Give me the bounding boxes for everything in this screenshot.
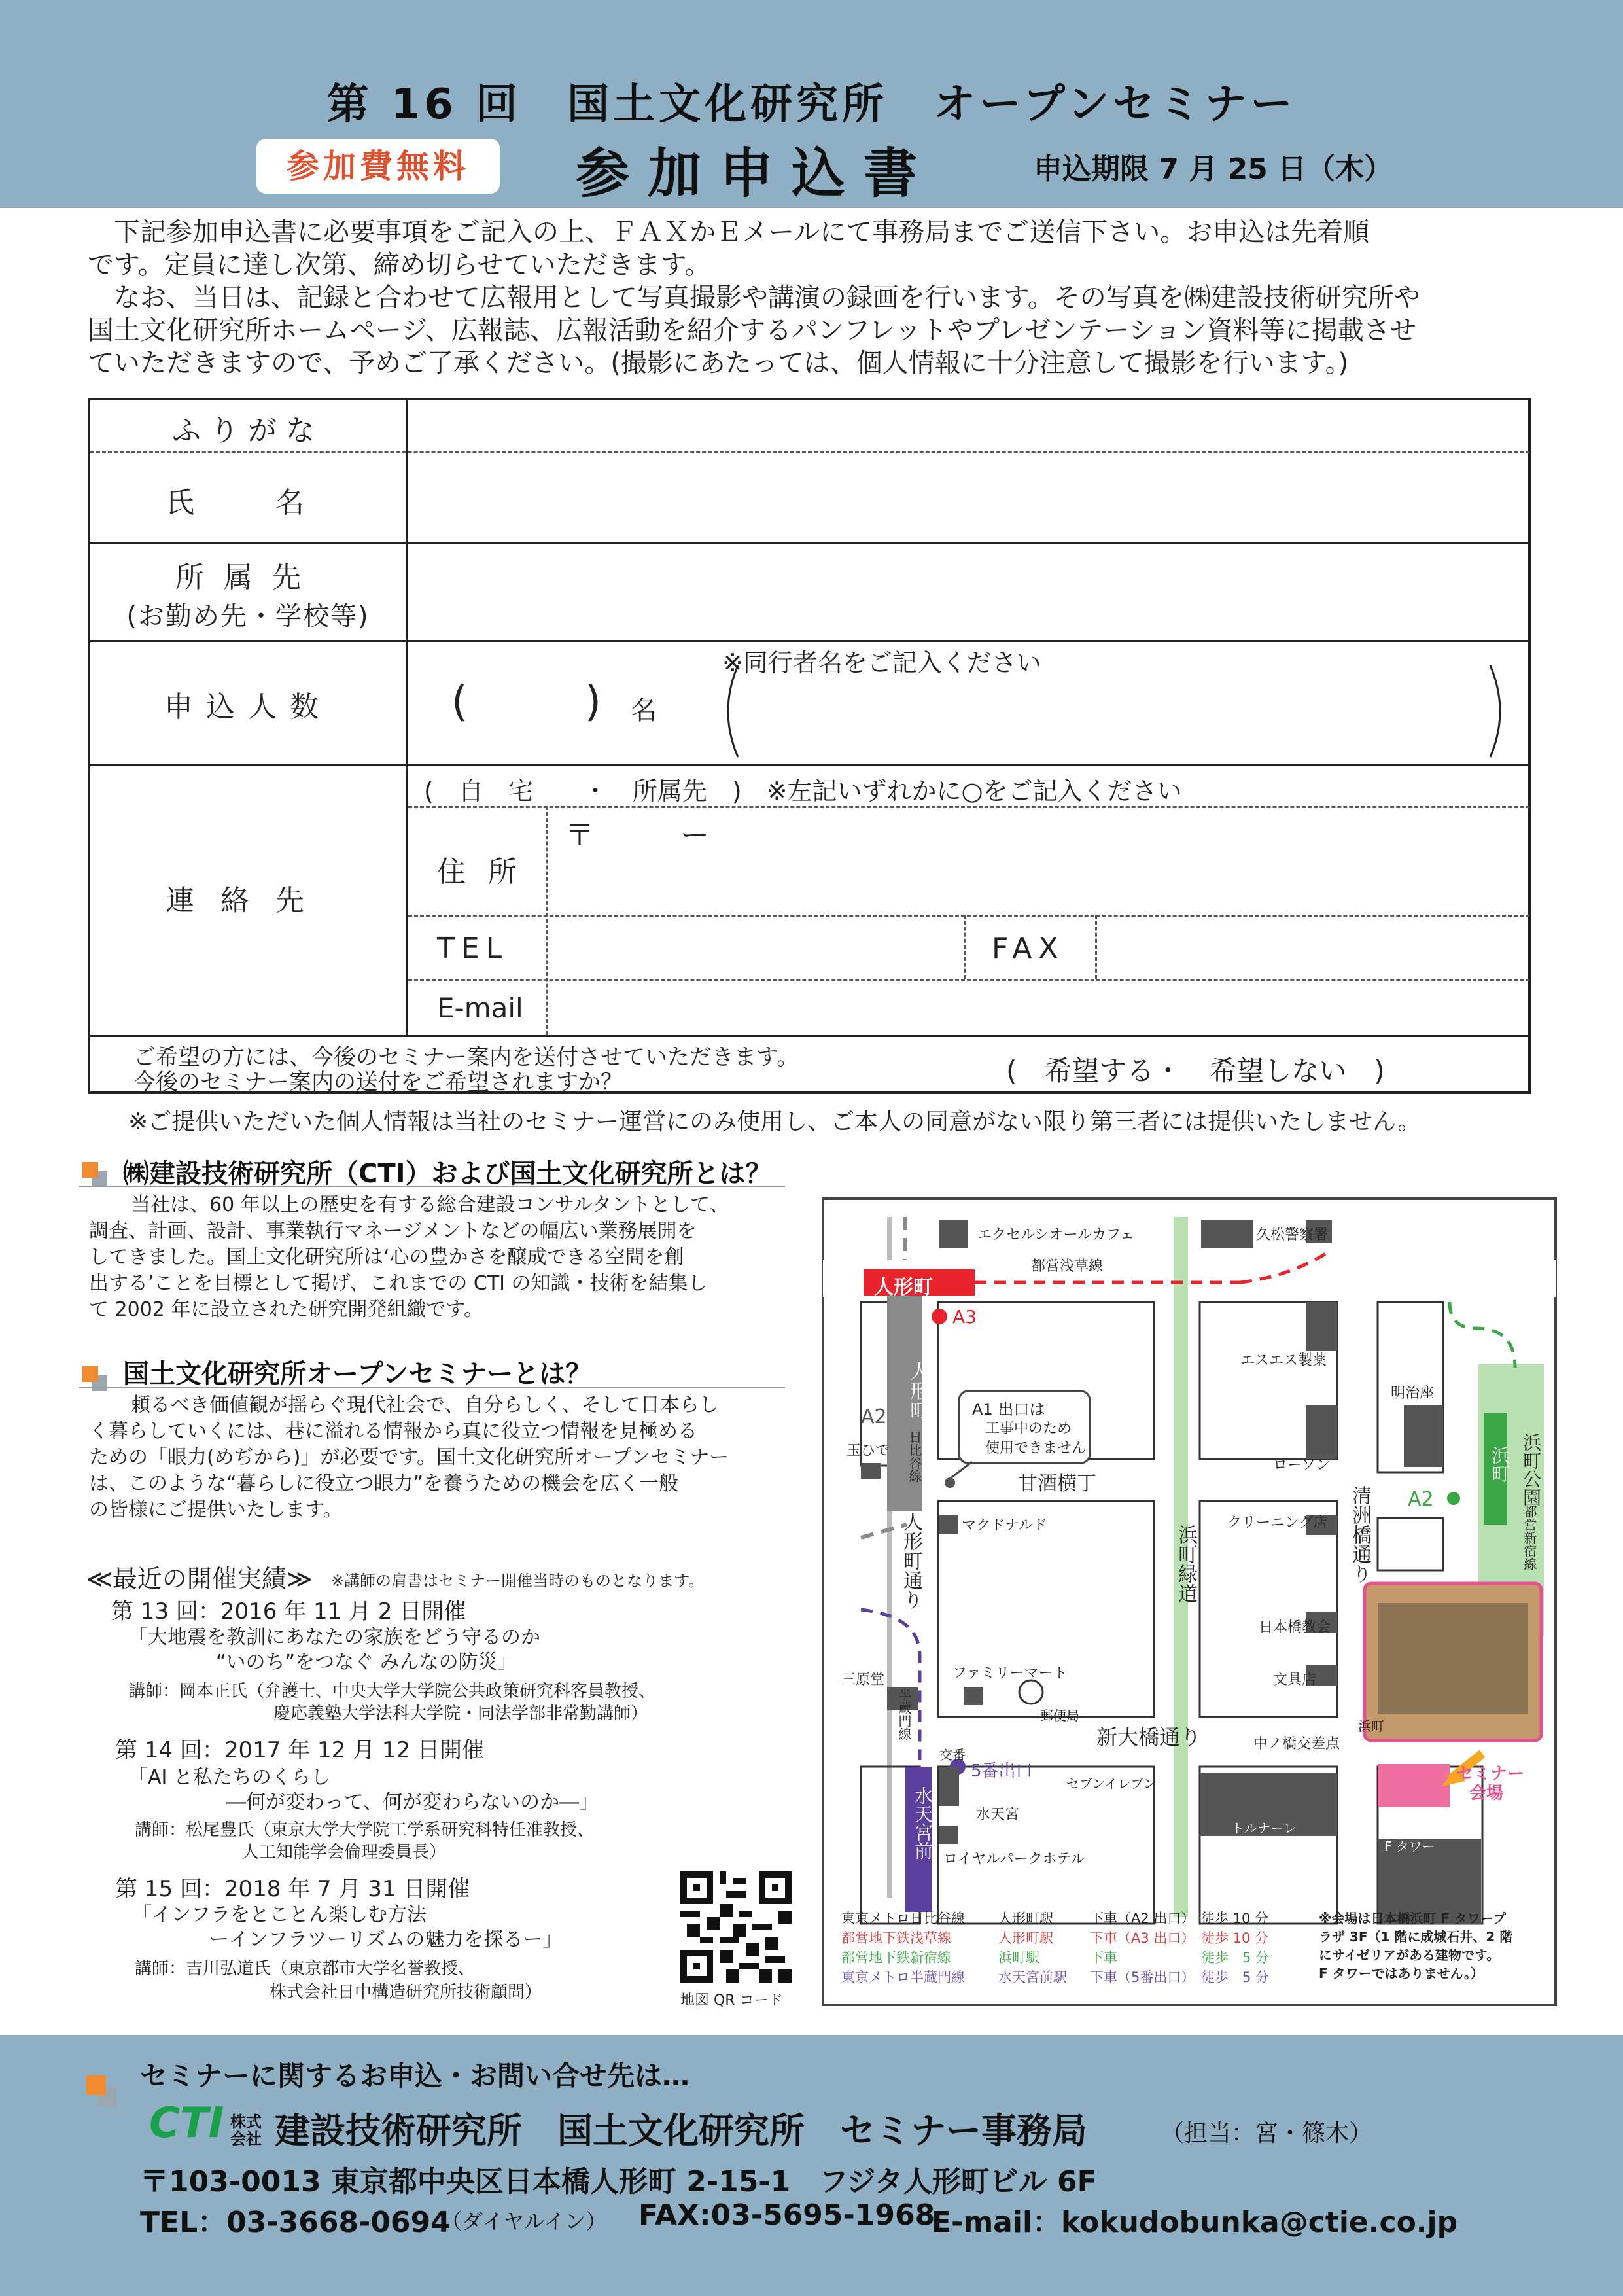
- event-14-title-1: 「AI と私たちのくらし: [128, 1766, 330, 1789]
- recent-note: ※講師の肩書はセミナー開催当時のものとなります。: [331, 1572, 705, 1590]
- cti-logo: CTI: [149, 2099, 224, 2147]
- map-tornare-2: 日本橋浜町: [1225, 1836, 1290, 1852]
- about-heading-2: 国土文化研究所オープンセミナーとは？: [123, 1359, 592, 1389]
- event-15-title-1: 「インフラをとことん楽しむ方法: [132, 1903, 427, 1926]
- event-14-date: 第 14 回：2017 年 12 月 12 日開催: [115, 1737, 484, 1763]
- about-p2-line-2: く暮らしていくには、巷に溢れる情報から真に役立つ情報を見極める: [89, 1420, 697, 1443]
- about-p2-line-1: 頼るべき価値観が揺らぐ現代社会で、自分らしく、そして日本らし: [131, 1394, 719, 1417]
- map-hibiya: 日比谷線: [907, 1430, 922, 1483]
- address-field[interactable]: [555, 852, 1523, 911]
- map-shinjuku-line: 都営新宿線: [1522, 1505, 1537, 1570]
- fax-label: FAX: [992, 932, 1065, 965]
- access-map: [822, 1197, 1557, 2006]
- about-p1-line-4: 出する’ことを目標として掲げ、これまでの CTI の知識・技術を結集し: [89, 1272, 708, 1295]
- map-sanharado: 三原堂: [841, 1672, 885, 1688]
- qr-caption: 地図 QR コード: [680, 1992, 783, 2009]
- map-a1-note-1: A1 出口は: [972, 1400, 1045, 1419]
- about-p1-line-2: 調査、計画、設計、事業執行マネージメントなどの幅広い業務展開を: [89, 1220, 697, 1243]
- about-p1-line-1: 当社は、60 年以上の歴史を有する総合建設コンサルタントとして、: [131, 1193, 729, 1216]
- fax-field[interactable]: [1104, 919, 1523, 976]
- event-15-date: 第 15 回：2018 年 7 月 31 日開催: [115, 1876, 470, 1902]
- venue-note-1: ※会場は日本橋浜町 F タワープ: [1319, 1911, 1507, 1926]
- about-p2-line-3: ための「眼力(めぢから)」が必要です。国土文化研究所オープンセミナー: [89, 1446, 729, 1469]
- companion-field[interactable]: [744, 669, 1490, 754]
- furigana-label: ふりがな: [172, 414, 324, 448]
- map-family: ファミリーマート: [952, 1665, 1068, 1682]
- count-open-paren: (: [451, 678, 468, 726]
- map-qr-code[interactable]: [680, 1871, 792, 1983]
- event-13-speaker-1: 講師：岡本正氏（弁護士、中央大学大学院公共政策研究科客員教授、: [128, 1682, 656, 1701]
- footer-tel: TEL：03-3668-0694: [140, 2206, 451, 2239]
- map-ningyocho-vertical: 人形町: [906, 1361, 929, 1420]
- intro-line-2: です。定員に達し次第、締め切らせていただきます。: [88, 250, 711, 280]
- map-ningyocho-dori: 人形町通り: [899, 1511, 922, 1610]
- access-row-1: 東京メトロ日比谷線 人形町駅 下車（A2 出口） 徒歩 10 分: [841, 1911, 1269, 1926]
- affiliation-note: (お勤め先・学校等): [126, 601, 370, 631]
- map-sss: エスエス製薬: [1240, 1352, 1327, 1369]
- access-row-4: 東京メトロ半蔵門線 水天宮前駅 下車（5番出口） 徒歩 5 分: [841, 1969, 1270, 1985]
- email-label: E-mail: [437, 992, 523, 1024]
- newsletter-question-2: 今後のセミナー案内の送付をご希望されますか？: [133, 1069, 623, 1095]
- map-cleaning: クリーニング店: [1227, 1515, 1328, 1531]
- map-hamacho-ryokudo: 浜町緑道: [1174, 1525, 1197, 1603]
- privacy-note: ※ご提供いただいた個人情報は当社のセミナー運営にのみ使用し、ご本人の同意がない限り第三者には提供いたしません。: [128, 1108, 1422, 1135]
- map-excel: エクセルシオールカフェ: [977, 1227, 1134, 1243]
- seminar-title: 第 16 回 国土文化研究所 オープンセミナー: [326, 80, 1297, 129]
- event-13-title-2: “いのち”をつなぐ みんなの防災」: [216, 1651, 517, 1674]
- map-lawson: ローソン: [1273, 1457, 1331, 1474]
- event-14-speaker-2: 人工知能学会倫理委員長）: [242, 1843, 447, 1862]
- contact-choice: ( 自 宅 ・ 所属先 ) ※左記いずれかに○をご記入ください: [424, 777, 1182, 805]
- event-15-speaker-2: 株式会社日中構造研究所技術顧問）: [270, 1983, 542, 2002]
- name-label: 氏 名: [166, 486, 330, 520]
- map-tornare-1: トルナーレ: [1231, 1820, 1297, 1836]
- heading-marker-2b: [82, 1366, 98, 1382]
- deadline: 申込期限 7 月 25 日（木）: [1034, 152, 1393, 186]
- intro-line-5: ていただきますので、予めご了承ください。(撮影にあたっては、個人情報に十分注意して撮影を行います。): [88, 348, 1349, 378]
- count-label: 申込人数: [164, 690, 332, 724]
- about-p2-line-4: は、このような“暮らしに役立つ眼力”を養うための機会を広く一般: [89, 1472, 679, 1495]
- map-a3: A3: [952, 1306, 977, 1328]
- map-kumatsu: 久松警察署: [1256, 1227, 1329, 1243]
- intro-line-4: 国土文化研究所ホームページ、広報誌、広報活動を紹介するパンフレットやプレゼンテーション資料等に掲載させ: [88, 315, 1416, 345]
- recent-heading: ≪最近の開催実績≫: [86, 1564, 313, 1593]
- address-label: 住 所: [437, 855, 523, 889]
- about-p1-line-3: してきました。国土文化研究所は‘心の豊かさを醸成できる空間を創: [89, 1246, 684, 1269]
- map-seven: セブンイレブン: [1066, 1776, 1157, 1792]
- count-field[interactable]: [476, 675, 581, 728]
- map-hanzomon: 半蔵門線: [896, 1688, 912, 1740]
- map-post: 郵便局: [1040, 1708, 1079, 1723]
- event-15-title-2: ーインフラツーリズムの魅力を探るー」: [209, 1928, 563, 1951]
- event-13-title-1: 「大地震を教訓にあなたの家族をどう守るのか: [128, 1626, 540, 1649]
- map-hamacho-station: 浜町: [1489, 1446, 1510, 1483]
- furigana-field[interactable]: [417, 400, 1523, 450]
- map-nakanohashi-2: 中ノ橋交差点: [1253, 1736, 1340, 1752]
- tel-field[interactable]: [555, 919, 960, 976]
- map-a2-right: A2: [1408, 1488, 1434, 1511]
- form-title: 参加申込書: [576, 143, 936, 205]
- map-royal: ロイヤルパークホテル: [943, 1851, 1085, 1867]
- map-toei-asakusa: 都営浅草線: [1031, 1258, 1104, 1275]
- about-heading-1-rule: [79, 1184, 785, 1188]
- map-church: 日本橋教会: [1259, 1619, 1331, 1636]
- tel-label: TEL: [437, 932, 509, 965]
- footer-address: 〒103-0013 東京都中央区日本橋人形町 2-15-1 フジタ人形町ビル 6F: [140, 2165, 1097, 2199]
- map-suitengu: 水天宮: [976, 1807, 1020, 1823]
- event-13-speaker-2: 慶応義塾大学法科大学院・同法学部非常勤講師）: [273, 1704, 648, 1723]
- map-a1-note-3: 使用できません: [985, 1440, 1087, 1457]
- access-row-3: 都営地下鉄新宿線 浜町駅 下車 徒歩 5 分: [841, 1950, 1270, 1966]
- map-koban: 交番: [939, 1747, 966, 1763]
- venue-note-3: にサイゼリアがある建物です。: [1319, 1947, 1500, 1963]
- companion-note: ※同行者名をご記入ください: [722, 648, 1041, 677]
- footer-contact-heading: セミナーに関するお申込・お問い合せ先は…: [140, 2060, 690, 2092]
- map-mcd: マクドナルド: [962, 1517, 1047, 1534]
- access-row-2: 都営地下鉄浅草線 人形町駅 下車（A3 出口） 徒歩 10 分: [841, 1930, 1269, 1946]
- affiliation-field[interactable]: [417, 544, 1523, 637]
- event-14-speaker-1: 講師：松尾豊氏（東京大学大学院工学系研究科特任准教授、: [135, 1820, 595, 1840]
- map-exit5: 5番出口: [971, 1761, 1033, 1781]
- map-amazake: 甘酒横丁: [1018, 1472, 1096, 1495]
- company-tanto: （担当：宮・篠木）: [1161, 2120, 1373, 2147]
- heading-marker-1b: [82, 1162, 98, 1178]
- intro-line-1: 下記参加申込書に必要事項をご記入の上、ＦＡＸかＥメールにて事務局までご送信下さい。お申込は先着順: [114, 217, 1370, 247]
- footer-fax: FAX:03-5695-1968: [638, 2199, 935, 2232]
- about-heading-1: ㈱建設技術研究所（CTI）および国土文化研究所とは？: [123, 1159, 772, 1189]
- count-unit: 名: [631, 696, 657, 726]
- map-nakanohashi-1: 浜町: [1358, 1718, 1384, 1734]
- footer-dial-in: （ダイヤルイン）: [441, 2209, 607, 2234]
- footer-marker-b: [86, 2075, 106, 2095]
- contact-label: 連絡先: [166, 884, 330, 917]
- map-venue-1: セミナー: [1456, 1764, 1525, 1784]
- map-kiyosu: 清洲橋通り: [1348, 1485, 1371, 1583]
- email-field[interactable]: [555, 983, 1523, 1033]
- about-p2-line-5: の皆様にご提供いたします。: [89, 1498, 343, 1521]
- map-suitengumae: 水天宮前: [912, 1786, 934, 1860]
- map-a1-note-2: 工事中のため: [985, 1421, 1072, 1437]
- intro-line-3: なお、当日は、記録と合わせて広報用として写真撮影や講演の録画を行います。その写真を㈱建設技術研究所や: [114, 283, 1420, 313]
- map-meijiza: 明治座: [1391, 1385, 1435, 1402]
- companion-bracket-right: [1484, 662, 1523, 760]
- map-a2-left: A2: [861, 1405, 887, 1428]
- newsletter-question-1: ご希望の方には、今後のセミナー案内を送付させていただきます。: [133, 1044, 799, 1070]
- map-hamacho-park: 浜町公園: [1520, 1433, 1542, 1506]
- name-field[interactable]: [417, 454, 1523, 539]
- venue-note-4: F タワーではありません。）: [1319, 1966, 1484, 1981]
- application-form: [88, 398, 1531, 1094]
- about-p1-line-5: て 2002 年に設立された研究開発組織です。: [89, 1298, 484, 1321]
- map-ningyocho-station: 人形町: [874, 1276, 933, 1299]
- company-name: 建設技術研究所 国土文化研究所 セミナー事務局: [275, 2110, 1087, 2151]
- event-15-speaker-1: 講師：吉川弘道氏（東京都市大学名誉教授、: [135, 1959, 476, 1979]
- event-13-date: 第 13 回：2016 年 11 月 2 日開催: [111, 1598, 466, 1625]
- company-kabushiki: 株式会社: [230, 2113, 262, 2148]
- free-badge: 参加費無料: [256, 139, 500, 194]
- map-shinohashi: 新大橋通り: [1096, 1725, 1202, 1750]
- map-bunguten: 文具店: [1273, 1672, 1317, 1688]
- postal-mark: 〒 ー: [565, 819, 709, 852]
- about-heading-2-rule: [79, 1386, 785, 1390]
- event-14-title-2: ―何が変わって、何が変わらないのか―」: [226, 1791, 599, 1814]
- count-close-paren: ): [585, 678, 601, 726]
- map-venue-2: 会場: [1469, 1784, 1504, 1803]
- venue-note-2: ラザ 3F（1 階に成城石井、2 階: [1319, 1929, 1513, 1945]
- map-tamahide: 玉ひで: [846, 1443, 890, 1459]
- footer-email[interactable]: E-mail：kokudobunka@ctie.co.jp: [932, 2206, 1458, 2239]
- affiliation-label: 所属先: [175, 561, 321, 594]
- newsletter-options[interactable]: ( 希望する・ 希望しない ): [1006, 1055, 1385, 1087]
- map-ftower: F タワー: [1384, 1839, 1435, 1854]
